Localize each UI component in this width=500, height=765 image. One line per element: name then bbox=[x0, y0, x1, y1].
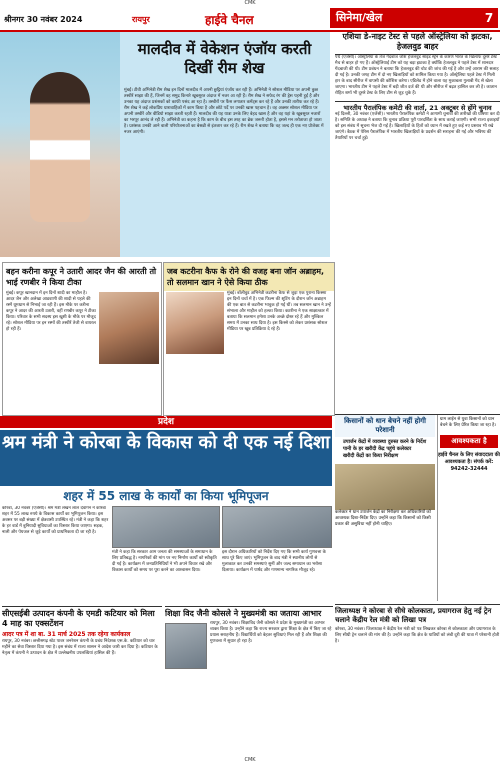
kisan-bullet: • पानी के हर खरीदी केंद्र पहुंचे कलेक्टर bbox=[343, 446, 435, 453]
kisan-story bbox=[335, 414, 500, 601]
kisan-bullet: • उपार्जन केंद्रों में व्यवस्था दुरुस्त करने के निर्देश bbox=[343, 439, 435, 446]
ad-text: हाईवे चैनल के लिए संवाददाता की आवश्यकता है। संपर्क करें: 94242-32444 bbox=[438, 452, 500, 472]
right-body-2: नई दिल्ली, 30 नवंबर (एजेंसी)। भारतीय पैरालंपिक कमेटी ने आगामी चुनावों की तारीखों की घोषणा कर दी है। समिति के अध्यक्ष ने बताया कि चुनाव प्रक्रिया पूरी पारदर्शिता के साथ कराई जाएगी। सभी राज्य इकाइयों को इस संबंध में सूचना भेज दी गई है। खिलाड़ियों के हितों को ध्यान में रखते हुए कई नए प्रस्ताव भी रखे जाएंगे। बैठक में पेरिस पैरालंपिक में भारतीय खिलाड़ियों के प्रदर्शन की सराहना की गई और भविष्य की तैयारियों पर चर्चा हुई। bbox=[335, 112, 500, 141]
kisan-body: कलेक्टर ने धान उपार्जन केंद्रों का निरीक्षण कर अधिकारियों को आवश्यक दिशा-निर्देश दिए। उन्होंने कहा कि किसानों को किसी प्रकार की असुविधा नहीं होनी चाहिए। bbox=[335, 510, 431, 527]
main-subhead: शहर में 55 लाख के कार्यों का किया भूमिपूजन bbox=[63, 489, 269, 503]
ad-need-label: आवश्यकता है bbox=[440, 435, 498, 448]
kisan-bullet: • खरीदी केंद्रों का किया निरीक्षण bbox=[343, 453, 435, 460]
classified-ad bbox=[437, 415, 500, 601]
page-number: 7 bbox=[480, 8, 498, 28]
lead-headline: मालदीव में वेकेशन एंजॉय करती दिखीं रीम शेख bbox=[137, 40, 312, 77]
b2-body: रायपुर, 30 नवंबर। शिक्षाविद जैनी कोसले ने प्रदेश के मुख्यमंत्री का आभार व्यक्त किया है। उन्होंने कहा कि राज्य सरकार द्वारा शिक्षा के क्षेत्र में किए जा रहे प्रयास सराहनीय हैं। विद्यार्थियों को बेहतर सुविधाएं मिल रही हैं और शिक्षा की गुणवत्ता में सुधार हो रहा है। bbox=[210, 621, 332, 644]
right-body: पर्थ (एजेंसी)। ऑस्ट्रेलिया के तेज गेंदबाज जोश हेजलवुड साइड स्ट्रेन के कारण भारत के खिलाफ दूसरे टेस्ट मैच से बाहर हो गए हैं। ऑस्ट्रेलियाई टीम को यह बड़ा झटका है क्योंकि हेजलवुड ने पहले टेस्ट में शानदार गेंदबाजी की थी। टीम प्रबंधन ने बताया कि हेजलवुड की चोट की जांच की गई है और उन्हें आराम की सलाह दी गई है। उनकी जगह टीम में दो नए खिलाड़ियों को शामिल किया गया है। ऑस्ट्रेलिया पहले टेस्ट में मिली हार के बाद सीरीज में वापसी की कोशिश करेगा। एडिलेड में होने वाला यह मुकाबला गुलाबी गेंद से खेला जाएगा। भारतीय टीम ने पहले टेस्ट में बड़ी जीत दर्ज की थी और सीरीज में बढ़त हासिल कर ली है। कप्तान रोहित शर्मा भी दूसरे टेस्ट के लिए टीम से जुड़ चुके हैं। bbox=[335, 55, 499, 96]
b1-subhead: आदर पत्र में शा बा. 31 मार्च 2025 तक रहेगा कार्यकाल bbox=[2, 631, 131, 638]
b3-body: कोरबा, 30 नवंबर। जिलाध्यक्ष ने केंद्रीय रेल मंत्री को पत्र लिखकर कोरबा से कोलकाता और प्रयागराज के लिए सीधी ट्रेन चलाने की मांग की है। उन्होंने कहा कि क्षेत्र के यात्रियों को लंबी दूरी की यात्रा में परेशानी होती है। bbox=[335, 627, 500, 644]
lead-photo bbox=[0, 32, 120, 257]
story-card-kareena bbox=[2, 262, 162, 416]
bottom-story-cseb bbox=[2, 606, 162, 762]
main-column-1 bbox=[2, 506, 110, 606]
b1-body: रायपुर, 30 नवंबर। छत्तीसगढ़ स्टेट पावर जनरेशन कंपनी के प्रबंध निदेशक एस.के. कटियार को चार महीने का सेवा विस्तार दिया गया है। इस संबंध में राज्य शासन ने आदेश जारी कर दिया है। कटियार के नेतृत्व में कंपनी ने उत्पादन के क्षेत्र में उल्लेखनीय उपलब्धियां हासिल की हैं। bbox=[2, 639, 158, 656]
page-header bbox=[0, 8, 500, 32]
kisan-headline: किसानों को धान बेचने नहीं होगी परेशानी bbox=[335, 415, 435, 437]
right-headline: एशिया डे-नाइट टेस्ट से पहले ऑस्ट्रेलिया को झटका, हेजलवुड बाहर bbox=[335, 32, 500, 55]
newspaper-brand: हाईवे चैनल bbox=[205, 13, 254, 27]
actress-figure bbox=[30, 72, 90, 222]
b2-photo bbox=[165, 623, 207, 669]
card2-body: मुंबई। बॉलीवुड अभिनेत्री कटरीना कैफ से जुड़ा एक पुराना किस्सा इन दिनों चर्चा में है। एक फिल्म की शूटिंग के दौरान जॉन अब्राहम की एक बात से कटरीना भावुक हो गई थीं। तब सलमान खान ने उन्हें संभाला और माहौल को हल्का किया। कटरीना ने एक साक्षात्कार में बताया कि सलमान हमेशा उनके अच्छे दोस्त रहे हैं और मुश्किल समय में उनका साथ दिया है। इस किस्से को लेकर प्रशंसक सोशल मीडिया पर खूब प्रतिक्रिया दे रहे हैं। bbox=[227, 291, 331, 332]
main-column-2 bbox=[112, 506, 220, 606]
b3-headline: जिलाध्यक्ष ने कोरबा से सीधे कोलकाता, प्रयागराज हेतु नई ट्रेन चलाने केंद्रीय रेल मंत्री को लिखा पत्र bbox=[335, 607, 492, 624]
main-headline: श्रम मंत्री ने कोरबा के विकास को दी एक नई दिशा bbox=[0, 430, 332, 486]
card1-body: मुंबई। कपूर खानदान में इन दिनों शादी का माहौल है। आदर जैन और अलेखा आडवाणी की शादी से पहले की रस्में धूमधाम से निभाई जा रही हैं। इस मौके पर करीना कपूर ने आदर की आरती उतारी, वहीं रणबीर कपूर ने टीका किया। परिवार के सभी सदस्य इस खुशी के मौके पर मौजूद रहे। सोशल मीडिया पर इन रस्मों की तस्वीरें तेजी से वायरल हो रही हैं। bbox=[6, 291, 96, 332]
edition-city: रायपुर bbox=[132, 15, 150, 24]
cmk-marker-bottom: CMK bbox=[244, 757, 256, 763]
section-title: सिनेमा/खेल bbox=[330, 8, 480, 28]
main-col1-text: कोरबा, 30 नवंबर (एजेंसी)। श्रम मंत्री लखन लाल देवांगन ने कोरबा शहर में 55 लाख रुपये के विकास कार्यों का भूमिपूजन किया। इस अवसर पर बड़ी संख्या में क्षेत्रवासी उपस्थित रहे। मंत्री ने कहा कि शहर के हर वार्ड में बुनियादी सुविधाओं का विस्तार किया जाएगा। सड़क, नाली और पेयजल से जुड़े कार्यों को प्राथमिकता दी जा रही है। bbox=[2, 506, 109, 535]
lead-story bbox=[0, 32, 330, 257]
main-col2-text: मंत्री ने कहा कि सरकार आम जनता की समस्याओं के समाधान के लिए प्रतिबद्ध है। नागरिकों की मांग पर नए निर्माण कार्यों को स्वीकृति दी गई है। कार्यक्रम में जनप्रतिनिधियों ने भी अपने विचार रखे और विकास कार्यों को समय पर पूरा करने का आश्वासन दिया। bbox=[112, 550, 217, 573]
kisan-photo bbox=[335, 464, 435, 510]
right-column bbox=[335, 32, 500, 412]
card1-photo bbox=[99, 292, 159, 364]
main-col3-text: इस दौरान अधिकारियों को निर्देश दिए गए कि सभी कार्य गुणवत्ता के साथ पूरे किए जाएं। भूमिपूजन के बाद मंत्री ने स्थानीय लोगों से मुलाकात कर उनकी समस्याएं सुनीं और जल्द समाधान का भरोसा दिलाया। कार्यक्रम में पार्षद और गणमान्य नागरिक मौजूद रहे। bbox=[222, 550, 326, 573]
kisan-bullets bbox=[335, 439, 435, 460]
main-column-3 bbox=[222, 506, 332, 606]
b2-headline: शिक्षा विद जैनी कोसले ने मुख्यमंत्री का जताया आभार bbox=[165, 609, 322, 618]
cmk-marker-top: CMK bbox=[244, 0, 256, 6]
story-card-katrina bbox=[163, 262, 335, 416]
pradesh-banner: प्रदेश bbox=[0, 416, 332, 428]
right-headline-2: भारतीय पैरालंपिक कमेटी की वार्ता, 21 अक्टूबर से होंगे चुनाव bbox=[335, 101, 500, 112]
lead-body: मुंबई। टीवी अभिनेत्री रीम शेख इन दिनों मालदीव में अपनी छुट्टियां एंजॉय कर रही हैं। अभिनेत्री ने सोशल मीडिया पर अपनी कुछ तस्वीरें साझा की हैं, जिनमें वह समुद्र किनारे खूबसूरत अंदाज में नजर आ रही हैं। रीम शेख ने सफेद रंग की ड्रेस पहनी हुई है और उनका यह अंदाज प्रशंसकों को काफी पसंद आ रहा है। तस्वीरों पर फैंस लगातार कमेंट्स कर रहे हैं और उनकी तारीफ कर रहे हैं। रीम शेख ने कई लोकप्रिय धारावाहिकों में काम किया है और छोटे पर्दे पर उनकी खास पहचान है। वह अक्सर सोशल मीडिया पर अपनी तस्वीरें और वीडियो साझा करती रहती हैं। मालदीव की यह यात्रा उनके लिए बेहद खास है और वह यहां के खूबसूरत नजारों का भरपूर आनंद ले रही हैं। अभिनेत्री का कहना है कि काम के बीच इस तरह का ब्रेक जरूरी होता है, इससे मन तरोताजा हो जाता है। प्रशंसक उनकी आने वाली परियोजनाओं का बेसब्री से इंतजार कर रहे हैं। रीम शेख ने बताया कि वह जल्द ही एक नए प्रोजेक्ट में नजर आएंगी। bbox=[124, 88, 324, 135]
main-photo-1 bbox=[112, 506, 220, 548]
main-photo-2 bbox=[222, 506, 332, 548]
b1-headline: सीएसईबी उत्पादन कंपनी के एमडी कटियार को मिला 4 माह का एक्सटेंशन bbox=[2, 609, 155, 628]
card2-headline: जब कटरीना कैफ के रोने की वजह बना जॉन अब्राहम, तो सलमान खान ने ऐसे किया ठीक bbox=[164, 263, 334, 291]
ad-caption: ग्राम लाईन से युवा किसानों को धान बेचने के लिए प्रेरित किया जा रहा है। bbox=[440, 417, 496, 428]
bottom-story-train bbox=[335, 604, 500, 763]
card1-headline: बहन करीना कपूर ने उतारी आदर जैन की आरती तो भाई रणबीर ने किया टीका bbox=[6, 267, 157, 287]
issue-date: श्रीनगर 30 नवंबर 2024 bbox=[4, 15, 83, 24]
bottom-story-education bbox=[165, 606, 333, 762]
card2-photo bbox=[166, 292, 224, 354]
